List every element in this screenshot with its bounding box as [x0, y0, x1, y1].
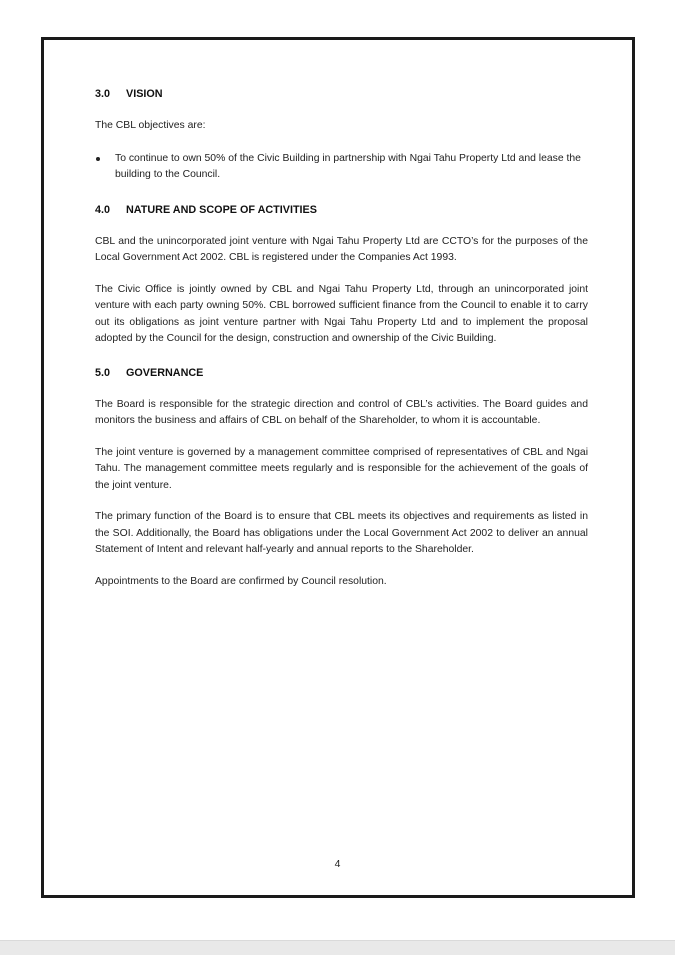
paragraph: The Board is responsible for the strategic direction and control of CBL’s activities. The Board guides and monitors the business and affairs of CBL on behalf of the Shareholder, to whom it is accountable. [95, 398, 588, 426]
paragraph: CBL and the unincorporated joint venture with Ngai Tahu Property Ltd are CCTO’s for the purposes of the Local Government Act 2002. CBL is registered under the Companies Act 1993. [95, 235, 588, 263]
section-number: 3.0 [95, 88, 111, 100]
paragraph: The primary function of the Board is to ensure that CBL meets its objectives and requirements as listed in the SOI. Additionally, the Board has obligations under the Local Government Act 2002 to deliver an annual Statement of Intent and relevant half-yearly and annual reports to the Shareholder. [95, 511, 588, 555]
section-title: NATURE AND SCOPE OF ACTIVITIES [126, 203, 317, 216]
section-heading-nature-scope [95, 202, 588, 218]
section-title: GOVERNANCE [126, 366, 204, 379]
section-heading-governance [95, 365, 588, 381]
bullet-list [95, 151, 588, 184]
section-number: 5.0 [95, 366, 111, 379]
page-number: 4 [334, 859, 341, 870]
section-heading-vision [95, 86, 588, 102]
section-title: VISION [126, 88, 163, 100]
paragraph: The Civic Office is jointly owned by CBL and Ngai Tahu Property Ltd, through an unincorporated joint venture with each party owning 50%. CBL borrowed sufficient finance from the Council to enable it to carry out its obligations as joint venture partner with Ngai Tahu Property Ltd and to implement the proposal adopted by the Council for the design, construction and ownership of the Civic Building. [95, 283, 588, 344]
paragraph: Appointments to the Board are confirmed by Council resolution. [95, 575, 387, 587]
paragraph: The joint venture is governed by a management committee comprised of representatives of CBL and Ngai Tahu. The management committee meets regularly and is responsible for the achievement of the goals of the joint venture. [95, 446, 588, 491]
bullet-item: To continue to own 50% of the Civic Building in partnership with Ngai Tahu Property Ltd and lease the building to the Council. [95, 151, 588, 184]
paragraph: The CBL objectives are: [95, 120, 206, 131]
section-number: 4.0 [95, 203, 111, 216]
viewer-bottom-edge [0, 940, 675, 955]
page-content [95, 86, 588, 590]
